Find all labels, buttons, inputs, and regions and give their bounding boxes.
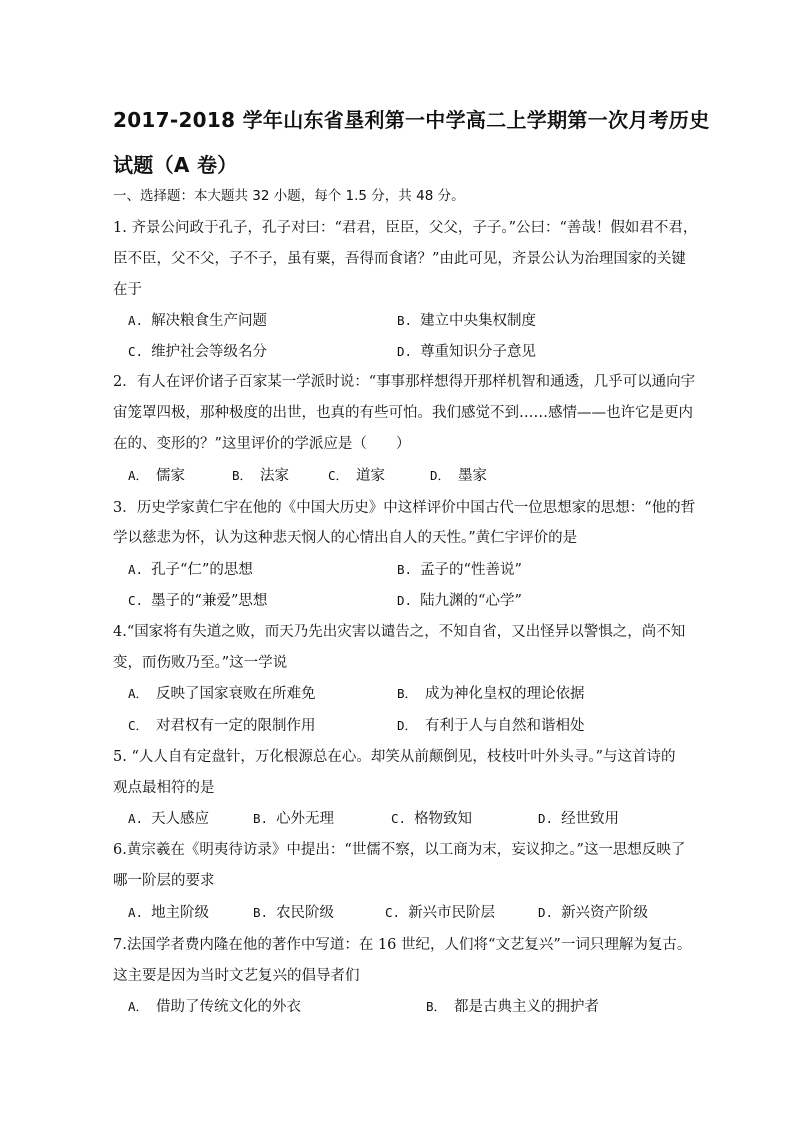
option-letter: B. [397, 562, 413, 577]
option-letter: B. [397, 313, 413, 328]
exam-title-line-2: 试题（A 卷） [113, 153, 238, 177]
option-letter: B. [253, 811, 269, 826]
question-6-stem-line-1: 6.黄宗羲在《明夷待访录》中提出：“世儒不察，以工商为末，妄议抑之。”这一思想反映了 [113, 842, 686, 858]
question-7-stem-line-1: 7.法国学者费内隆在他的著作中写道：在 16 世纪，人们将“文艺复兴”一词只理解为复古。 [113, 937, 692, 953]
option-text: 儒家 [156, 468, 186, 484]
option-letter: A． [128, 686, 149, 701]
question-1-option-c[interactable] [128, 342, 267, 362]
question-7-option-a[interactable] [128, 997, 301, 1017]
question-2-option-d[interactable] [430, 466, 487, 486]
question-3-option-c[interactable] [128, 591, 267, 611]
option-text: 墨子的“兼爱”思想 [151, 593, 268, 609]
option-text: 经世致用 [561, 811, 620, 827]
question-2-option-c[interactable] [328, 466, 385, 486]
option-text: 心外无理 [276, 811, 335, 827]
question-1-stem-line-1: 1. 齐景公问政于孔子，孔子对曰：“君君，臣臣，父父，子子。”公曰：“善哉！假如君不君， [113, 220, 698, 236]
question-5-option-b[interactable] [253, 809, 334, 829]
option-letter: C． [128, 718, 149, 733]
question-3-stem-line-2: 学以慈悲为怀，认为这种悲天悯人的心情出自人的天性。”黄仁宇评价的是 [113, 530, 578, 546]
question-1-stem-line-2: 臣不臣，父不父，子不子，虽有粟，吾得而食诸？”由此可见，齐景公认为治理国家的关键 [113, 251, 686, 267]
option-text: 建立中央集权制度 [420, 313, 537, 329]
option-letter: A． [128, 468, 149, 483]
question-1-option-b[interactable] [397, 311, 536, 331]
option-letter: A． [128, 999, 149, 1014]
option-letter: C. [128, 344, 144, 359]
option-letter: C． [328, 468, 349, 483]
question-5-option-a[interactable] [128, 809, 209, 829]
question-7-stem-line-2: 这主要是因为当时文艺复兴的倡导者们 [113, 968, 360, 984]
question-6-option-d[interactable] [538, 903, 648, 923]
question-3-option-a[interactable] [128, 560, 253, 580]
option-text: 孟子的“性善说” [420, 562, 522, 578]
option-text: 借助了传统文化的外衣 [156, 999, 302, 1015]
option-text: 孔子“仁”的思想 [151, 562, 253, 578]
option-letter: A. [128, 313, 144, 328]
option-text: 新兴资产阶级 [561, 905, 649, 921]
option-text: 都是古典主义的拥护者 [454, 999, 600, 1015]
question-4-option-d[interactable] [397, 716, 585, 736]
question-1-stem-line-3: 在于 [113, 282, 142, 298]
option-text: 尊重知识分子意见 [420, 344, 537, 360]
option-letter: D. [397, 593, 413, 608]
question-5-option-c[interactable] [391, 809, 472, 829]
option-text: 反映了国家衰败在所难免 [156, 686, 316, 702]
question-3-option-b[interactable] [397, 560, 522, 580]
question-5-option-d[interactable] [538, 809, 619, 829]
option-letter: D. [538, 811, 554, 826]
option-text: 农民阶级 [276, 905, 335, 921]
option-text: 法家 [260, 468, 290, 484]
question-4-option-b[interactable] [397, 684, 585, 704]
option-text: 有利于人与自然和谐相处 [425, 718, 585, 734]
option-text: 新兴市民阶层 [408, 905, 496, 921]
exam-title-line-1: 2017-2018 学年山东省垦利第一中学高二上学期第一次月考历史 [113, 108, 710, 132]
option-letter: C. [391, 811, 407, 826]
option-letter: D． [397, 718, 418, 733]
option-letter: C. [385, 905, 401, 920]
option-text: 维护社会等级名分 [151, 344, 268, 360]
question-1-option-a[interactable] [128, 311, 267, 331]
option-text: 墨家 [458, 468, 488, 484]
option-letter: C. [128, 593, 144, 608]
option-text: 解决粮食生产问题 [151, 313, 268, 329]
question-1-option-d[interactable] [397, 342, 536, 362]
question-4-option-a[interactable] [128, 684, 316, 704]
option-letter: A. [128, 562, 144, 577]
question-2-stem-line-3: 在的、变形的？”这里评价的学派应是（ ） [113, 436, 411, 452]
option-letter: B． [232, 468, 253, 483]
option-text: 格物致知 [414, 811, 473, 827]
option-letter: B. [253, 905, 269, 920]
question-2-option-b[interactable] [232, 466, 289, 486]
question-6-option-b[interactable] [253, 903, 334, 923]
question-2-stem-line-1: 2．有人在评价诸子百家某一学派时说：“事事那样想得开那样机智和通透，几乎可以通向宇 [113, 374, 696, 390]
option-text: 天人感应 [151, 811, 210, 827]
option-letter: D. [397, 344, 413, 359]
question-3-stem-line-1: 3．历史学家黄仁宇在他的《中国大历史》中这样评价中国古代一位思想家的思想：“他的哲 [113, 500, 696, 516]
question-5-stem-line-1: 5. “人人自有定盘针，万化根源总在心。却笑从前颠倒见，枝枝叶叶外头寻。”与这首诗的 [113, 749, 676, 765]
option-text: 道家 [356, 468, 386, 484]
question-5-stem-line-2: 观点最相符的是 [113, 780, 215, 796]
option-letter: D． [430, 468, 451, 483]
option-text: 成为神化皇权的理论依据 [425, 686, 585, 702]
question-6-option-a[interactable] [128, 903, 209, 923]
section-heading: 一、选择题：本大题共 32 小题，每个 1.5 分，共 48 分。 [113, 188, 465, 204]
question-6-stem-line-2: 哪一阶层的要求 [113, 873, 215, 889]
question-4-option-c[interactable] [128, 716, 316, 736]
option-text: 对君权有一定的限制作用 [156, 718, 316, 734]
question-3-option-d[interactable] [397, 591, 522, 611]
question-6-option-c[interactable] [385, 903, 495, 923]
question-2-option-a[interactable] [128, 466, 185, 486]
option-letter: B． [426, 999, 447, 1014]
question-4-stem-line-1: 4.“国家将有失道之败，而天乃先出灾害以谴告之，不知自省，又出怪异以警惧之，尚不知 [113, 624, 686, 640]
question-7-option-b[interactable] [426, 997, 599, 1017]
option-letter: A. [128, 905, 144, 920]
option-text: 地主阶级 [151, 905, 210, 921]
option-letter: B． [397, 686, 418, 701]
option-letter: A. [128, 811, 144, 826]
question-2-stem-line-2: 宙笼罩四极，那种极度的出世，也真的有些可怕。我们感觉不到……感情——也许它是更内 [113, 405, 693, 421]
question-4-stem-line-2: 变，而伤败乃至。”这一学说 [113, 655, 288, 671]
option-letter: D. [538, 905, 554, 920]
option-text: 陆九渊的“心学” [420, 593, 522, 609]
